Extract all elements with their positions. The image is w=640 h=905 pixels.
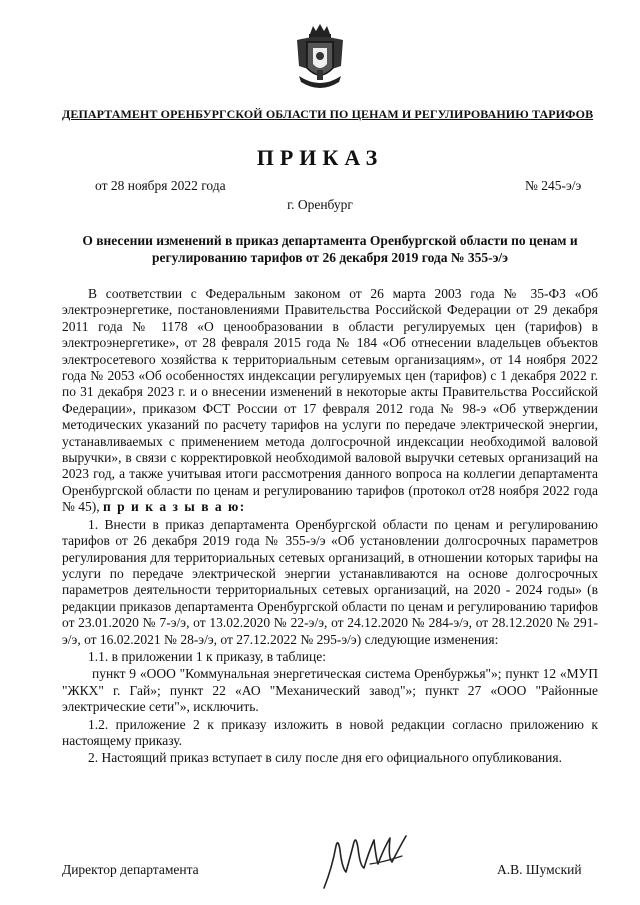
department-name: ДЕПАРТАМЕНТ ОРЕНБУРГСКОЙ ОБЛАСТИ ПО ЦЕНАМ И РЕГУЛИРОВАНИЮ ТАРИФОВ bbox=[62, 107, 594, 121]
item-2: 2. Настоящий приказ вступает в силу после дня его официального опубликования. bbox=[88, 750, 562, 766]
document-number: № 245-э/э bbox=[525, 178, 582, 193]
handwritten-signature bbox=[318, 828, 418, 896]
preamble-text: В соответствии с Федеральным законом от 26 марта 2003 года № 35-ФЗ «Об электроэнергетике, постановлениями Правительства Российской Федерации от 29 декабря 2011 года № 1178 «О ценообразовании в области регулируемых цен (тарифов) в электроэнергетике», от 28 февраля 2015 года № 184 «Об отнесении владельцев объектов электросетевого хозяйства к территориальным сетевым организациям», от 14 ноября 2022 года № 2053 «Об особенностях индексации регулируемых цен (тарифов) с 1 декабря 2022 г. по 31 декабря 2023 г. и о внесении изменений в некоторые акты Правительства Российской Федерации», приказом ФСТ России от 17 февраля 2012 года № 98-э «Об утверждении методических указаний по расчету тарифов на услуги по передаче электрической энергии, устанавливаемых с применением метода долгосрочной индексации необходимой валовой выручки», в связи с корректировкой необходимой валовой выручки сетевых организаций на 2023 год, а также учитывая итоги рассмотрения данного вопроса на коллегии департамента Оренбургской области по ценам и регулированию тарифов (протокол от28 ноября 2022 года № 45), bbox=[62, 286, 598, 515]
document-city: г. Оренбург bbox=[287, 197, 353, 212]
item-1-1: 1.1. в приложении 1 к приказу, в таблице: bbox=[88, 648, 326, 664]
order-word: п р и к а з ы в а ю: bbox=[103, 499, 246, 515]
signer-title: Директор департамента bbox=[62, 862, 199, 877]
preamble-paragraph bbox=[62, 286, 598, 516]
document-date: от 28 ноября 2022 года bbox=[95, 178, 226, 193]
item-1-2: 1.2. приложение 2 к приказу изложить в новой редакции согласно приложению к настоящему приказу. bbox=[62, 716, 598, 748]
document-title: ПРИКАЗ bbox=[256, 145, 384, 170]
document-subject: О внесении изменений в приказ департамента Оренбургской области по ценам и регулированию тарифов от 26 декабря 2019 года № 355-э/э bbox=[82, 233, 578, 265]
document-body bbox=[62, 286, 598, 767]
item-1-1-text: пункт 9 «ООО "Коммунальная энергетическая система Оренбуржья"»; пункт 12 «МУП "ЖКХ" г. Гай»; пункт 22 «АО "Механический завод"»; пункт 27 «ООО "Районные электрические сети"», исключить. bbox=[62, 666, 598, 715]
item-1: 1. Внести в приказ департамента Оренбургской области по ценам и регулированию тарифов от 26 декабря 2019 года № 355-э/э «Об установлении долгосрочных параметров регулирования для территориальных сетевых организаций, в отношении которых тарифы на услуги по передаче электрической энергии устанавливаются на основе долгосрочных параметров деятельности территориальных сетевых организаций, на 2020 - 2024 годы» (в редакции приказов департамента Оренбургской области по ценам и регулированию тарифов от 23.01.2020 № 7-э/э, от 13.02.2020 № 22-э/э, от 24.12.2020 № 284-э/э, от 28.12.2020 № 291-э/э, от 16.02.2021 № 28-э/э, от 27.12.2022 № 295-э/э) следующие изменения: bbox=[62, 516, 598, 647]
coat-of-arms-icon bbox=[291, 22, 349, 94]
signer-name: А.В. Шумский bbox=[497, 862, 582, 877]
